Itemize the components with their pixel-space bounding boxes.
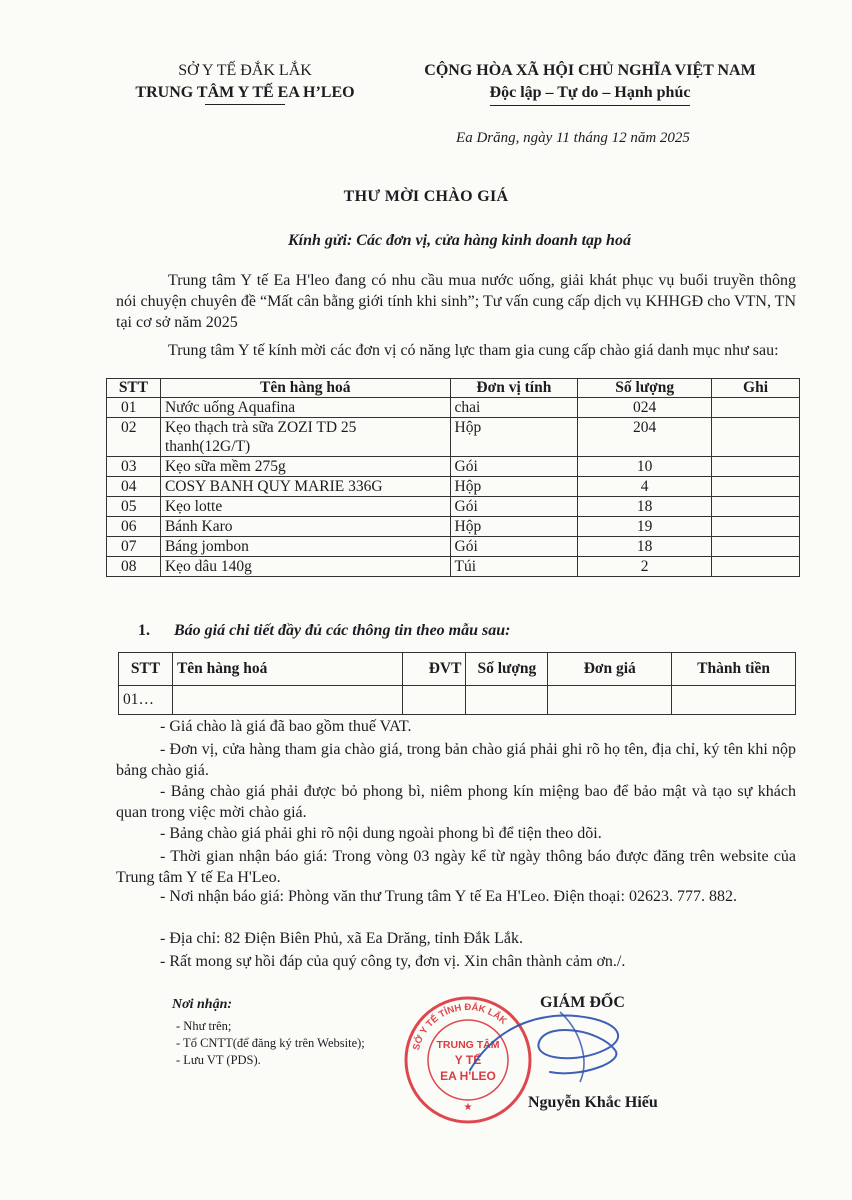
seal-line-3: EA H'LEO [440,1069,496,1083]
cell-qty: 18 [578,497,712,517]
cell-unit [402,686,466,715]
cell-note [712,497,800,517]
cell-unit: Hộp [450,418,578,457]
cell-qty: 024 [578,398,712,418]
cell-name: Kẹo lotte [160,497,450,517]
note-item: - Nơi nhận báo giá: Phòng văn thư Trung tâm Y tế Ea H'Leo. Điện thoại: 02623. 777. 882. [160,888,737,905]
cell-unit: Gói [450,537,578,557]
cell-name: Kẹo dâu 140g [160,557,450,577]
col-header-unit: ĐVT [402,653,466,686]
col-header-price: Đơn giá [548,653,672,686]
cell-stt: 06 [107,517,161,537]
cell-stt: 07 [107,537,161,557]
note-item: - Rất mong sự hồi đáp của quý công ty, đơn vị. Xin chân thành cảm ơn./. [160,953,626,970]
cell-unit: Gói [450,497,578,517]
table-row [107,557,800,577]
goods-table [106,378,800,577]
seal-ring-text: SỞ Y TẾ TỈNH ĐẮK LẮK [411,1001,509,1052]
signer-title: GIÁM ĐỐC [540,994,625,1011]
table-row [107,398,800,418]
document-title: THƯ MỜI CHÀO GIÁ [343,188,509,205]
cell-stt: 04 [107,477,161,497]
cell-qty: 19 [578,517,712,537]
cell-unit: Hộp [450,477,578,497]
goods-table-header [107,379,800,398]
cell-note [712,517,800,537]
national-header [385,60,795,106]
signature-icon [430,1000,650,1090]
note-item: - Giá chào là giá đã bao gồm thuế VAT. [160,718,412,735]
issuer-divider [205,104,285,105]
cell-stt: 05 [107,497,161,517]
cell-name: Kẹo sữa mềm 275g [160,457,450,477]
note-item: - Đơn vị, cửa hàng tham gia chào giá, trong bản chào giá phải ghi rõ họ tên, địa chỉ, ký tên khi nộp bảng chào giá. [116,741,796,779]
table-row [107,477,800,497]
note-item: - Địa chỉ: 82 Điện Biên Phủ, xã Ea Drăng, tỉnh Đắk Lắk. [160,930,524,947]
issuer-block [100,60,390,105]
cell-note [712,418,800,457]
col-header-name: Tên hàng hoá [160,379,450,398]
greeting: Kính gửi: Các đơn vị, cửa hàng kinh doanh tạp hoá [288,232,631,249]
cell-qty: 10 [578,457,712,477]
cell-note [712,537,800,557]
unit-name: TRUNG TÂM Y TẾ EA H’LEO [135,84,355,101]
cell-name [172,686,402,715]
cell-price [548,686,672,715]
table-row [107,497,800,517]
col-header-name: Tên hàng hoá [172,653,402,686]
motto: Độc lập – Tự do – Hạnh phúc [490,82,691,106]
quote-table-header [119,653,796,686]
intro-paragraph: Trung tâm Y tế Ea H'leo đang có nhu cầu mua nước uống, giải khát phục vụ buổi truyền thông nói chuyện chuyên đề “Mất cân bằng giới tính khi sinh”; Tư vấn cung cấp dịch vụ KHHGĐ cho VTN, TN tại cơ sở năm 2025 [116,272,796,331]
section-heading [138,622,778,640]
cell-stt: 03 [107,457,161,477]
col-header-stt: STT [119,653,173,686]
cell-unit: Hộp [450,517,578,537]
col-header-note: Ghi [712,379,800,398]
cell-name: Báng jombon [160,537,450,557]
table-row [107,457,800,477]
cell-qty: 2 [578,557,712,577]
cell-note [712,557,800,577]
table-row [119,686,796,715]
recipient-item: - Như trên; [176,1019,232,1033]
table-row [107,517,800,537]
note-item: - Thời gian nhận báo giá: Trong vòng 03 ngày kể từ ngày thông báo được đăng trên website của Trung tâm Y tế Ea H'Leo. [116,848,796,886]
cell-unit: Túi [450,557,578,577]
note-item: - Bảng chào giá phải ghi rõ nội dung ngoài phong bì để tiện theo dõi. [160,825,602,842]
table-row [107,537,800,557]
quote-template-table [118,652,796,715]
country-name: CỘNG HÒA XÃ HỘI CHỦ NGHĨA VIỆT NAM [424,62,756,79]
col-header-stt: STT [107,379,161,398]
col-header-total: Thành tiền [672,653,796,686]
cell-note [712,457,800,477]
cell-qty [466,686,548,715]
cell-total [672,686,796,715]
cell-stt: 02 [107,418,161,457]
recipients-title: Nơi nhận: [172,997,233,1012]
cell-stt: 08 [107,557,161,577]
cell-name: COSY BANH QUY MARIE 336G [160,477,450,497]
section-number: 1. [138,622,150,639]
cell-name: Bánh Karo [160,517,450,537]
agency-name: SỞ Y TẾ ĐẮK LẮK [178,62,312,79]
cell-unit: chai [450,398,578,418]
cell-note [712,477,800,497]
table-row [107,418,800,457]
col-header-qty: Số lượng [578,379,712,398]
seal-line-1: TRUNG TÂM [436,1039,500,1051]
cell-unit: Gói [450,457,578,477]
seal-line-2: Y TẾ [454,1053,482,1067]
cell-qty: 18 [578,537,712,557]
signer-name: Nguyễn Khắc Hiếu [528,1094,658,1111]
cell-name: Kẹo thạch trà sữa ZOZI TD 25 thanh(12G/T) [160,418,450,457]
cell-stt: 01 [107,398,161,418]
recipient-item: - Tổ CNTT(để đăng ký trên Website); [176,1036,365,1050]
cell-note [712,398,800,418]
cell-qty: 204 [578,418,712,457]
section-text: Báo giá chi tiết đầy đủ các thông tin theo mẫu sau: [174,622,511,639]
svg-text:★: ★ [463,1102,473,1113]
cell-stt: 01… [119,686,173,715]
col-header-unit: Đơn vị tính [450,379,578,398]
recipient-item: - Lưu VT (PDS). [176,1053,261,1067]
invite-paragraph: Trung tâm Y tế kính mời các đơn vị có năng lực tham gia cung cấp chào giá danh mục như sau: [168,342,779,359]
col-header-qty: Số lượng [466,653,548,686]
cell-name: Nước uống Aquafina [160,398,450,418]
cell-qty: 4 [578,477,712,497]
note-item: - Bảng chào giá phải được bỏ phong bì, niêm phong kín miệng bao để bảo mật và tạo sự khách quan trong việc mời chào giá. [116,783,796,821]
date-line: Ea Drăng, ngày 11 tháng 12 năm 2025 [456,130,690,146]
